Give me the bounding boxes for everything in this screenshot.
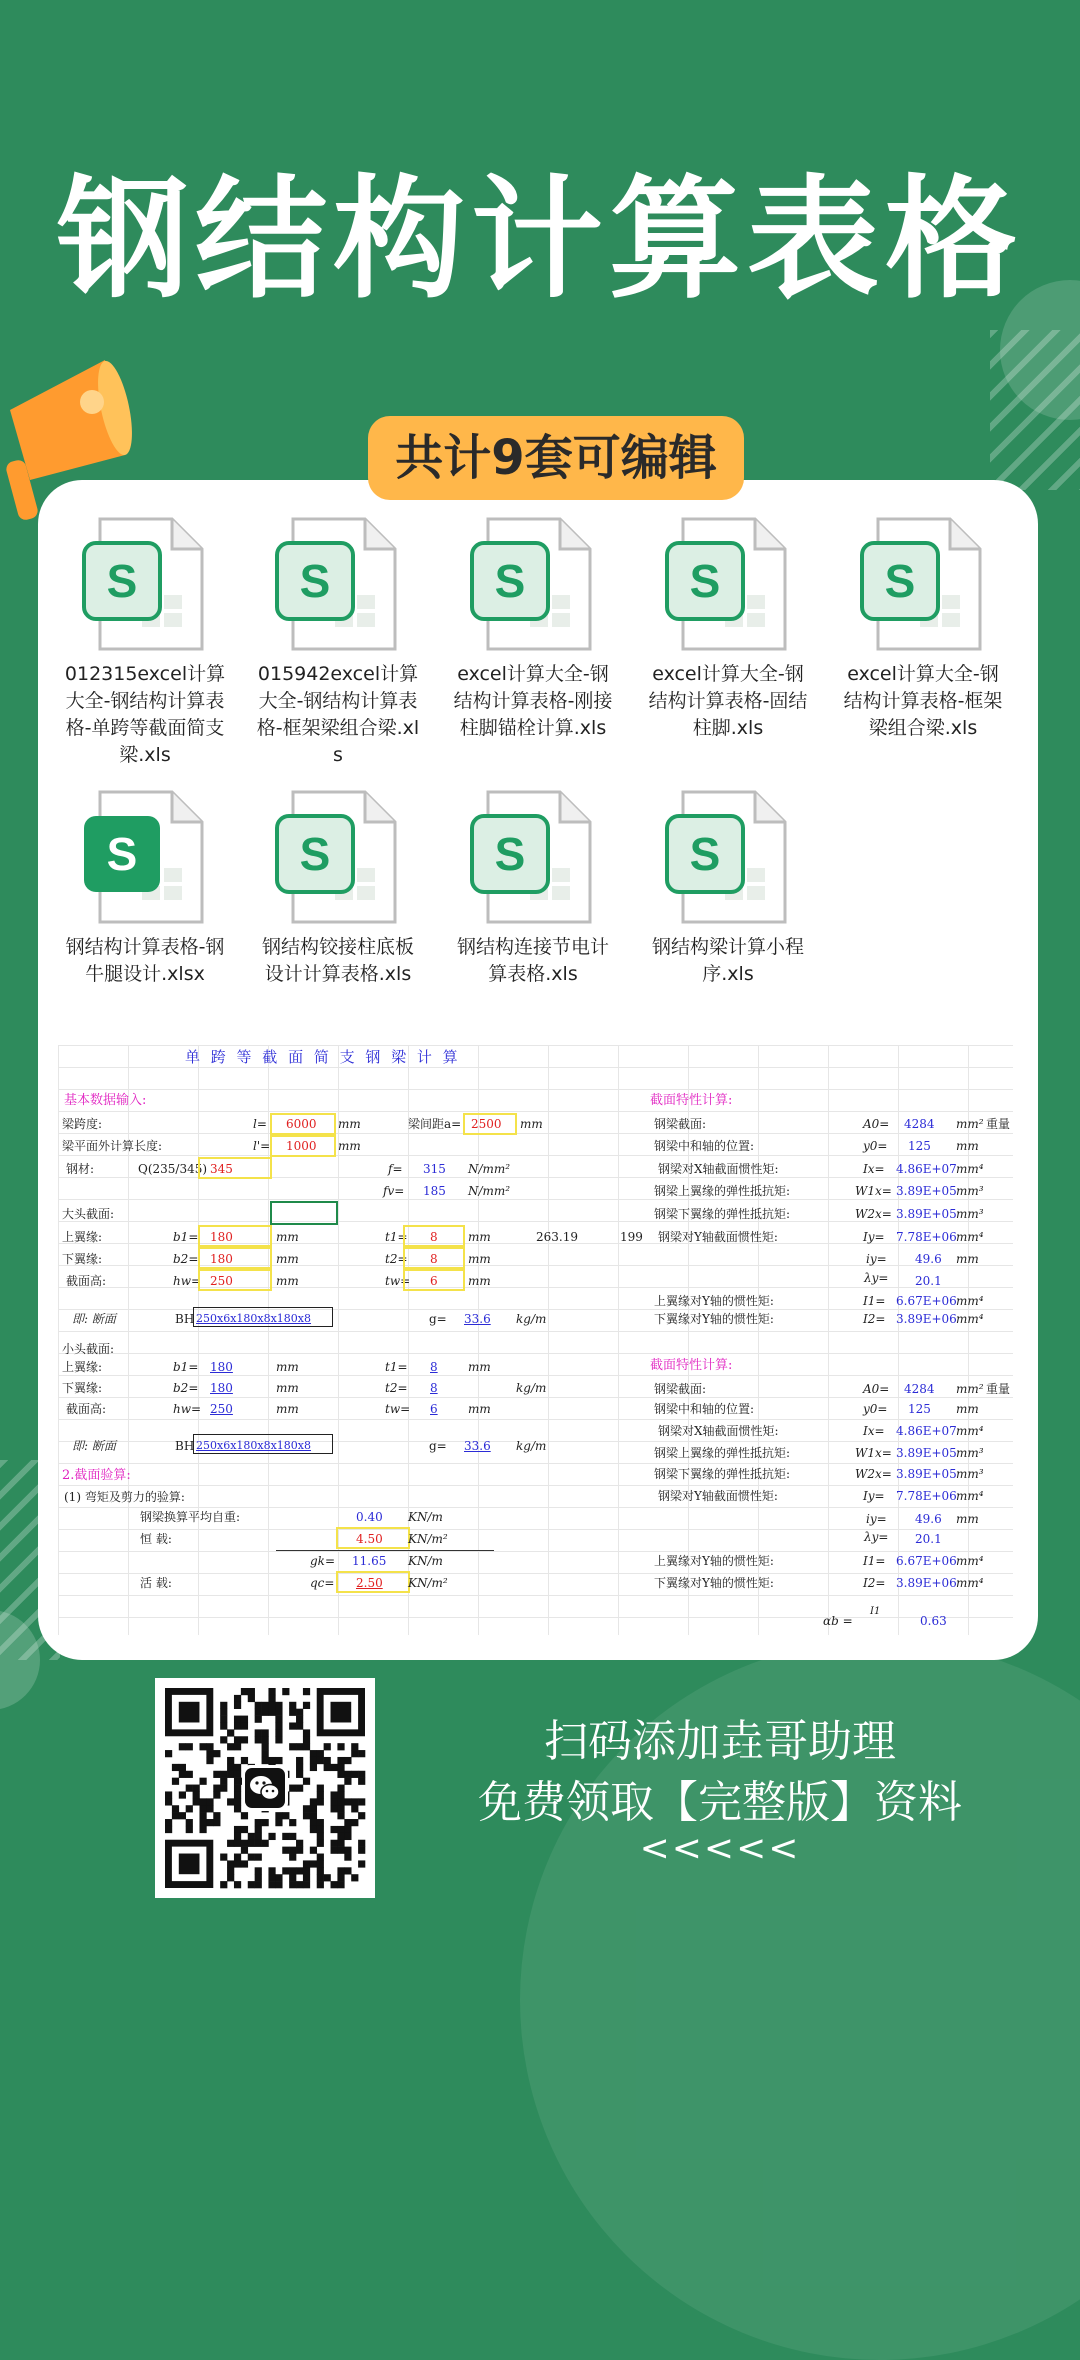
load-unit: KN/m (408, 1554, 443, 1568)
excel-file-icon (858, 515, 988, 655)
prop-val: 3.89E+05 (896, 1184, 957, 1198)
row-sym: hw= (173, 1274, 202, 1288)
excel-file-icon (80, 788, 210, 928)
svg-text:S: S (106, 828, 138, 880)
file-name: 钢结构铰接柱底板设计计算表格.xls (261, 936, 414, 985)
file-item[interactable] (253, 788, 423, 988)
g-unit: kg/m (516, 1439, 547, 1453)
row-val: 180 (210, 1360, 233, 1374)
mid-unit: mm (468, 1230, 491, 1244)
row-t: tw= (385, 1402, 411, 1416)
row-label: 下翼缘: (62, 1381, 103, 1395)
svg-text:S: S (689, 555, 721, 607)
bh-value: 250x6x180x8x180x8 (196, 1439, 312, 1452)
file-item[interactable] (643, 515, 813, 742)
alpha-val: 0.63 (920, 1614, 947, 1628)
row-unit: mm (276, 1381, 299, 1395)
row-label: 梁平面外计算长度: (62, 1139, 163, 1153)
prop-val: 6.67E+06 (896, 1294, 957, 1308)
row-label: 上翼缘: (62, 1230, 103, 1244)
svg-text:S: S (106, 555, 138, 607)
row-t: t2= (385, 1381, 408, 1395)
row-sym: b2= (173, 1381, 199, 1395)
g-value: 33.6 (464, 1312, 491, 1326)
prop-unit: mm⁴ (956, 1162, 984, 1176)
prop-val: 3.89E+05 (896, 1207, 957, 1221)
prop-sym: W2x= (855, 1207, 892, 1221)
prop-sym: I2= (863, 1312, 886, 1326)
prop-label: 钢梁中和轴的位置: (654, 1402, 755, 1416)
prop-sym: iy= (866, 1512, 887, 1526)
svg-text:S: S (299, 555, 331, 607)
row-sym: b2= (173, 1252, 199, 1266)
excel-file-icon (468, 788, 598, 928)
row-val: 250 (210, 1274, 233, 1288)
spreadsheet-preview (58, 1045, 1013, 1635)
mid-sym: t1= (385, 1230, 408, 1244)
excel-file-icon (80, 515, 210, 655)
prop-label: 钢梁对X轴截面惯性矩: (658, 1162, 779, 1176)
bh-value: 250x6x180x8x180x8 (196, 1312, 312, 1325)
row-tu: mm (468, 1402, 491, 1416)
bh-label: BH (175, 1439, 195, 1453)
load-val: 11.65 (352, 1554, 387, 1568)
mid-sym: tw= (385, 1274, 411, 1288)
svg-text:S: S (884, 555, 916, 607)
row-val: 180 (210, 1230, 233, 1244)
section-name-label: 即: 断面 (72, 1312, 116, 1326)
load-val: 4.50 (356, 1532, 383, 1546)
load-val: 0.40 (356, 1510, 383, 1524)
prop-val: 7.78E+06 (896, 1489, 957, 1503)
mid-sym: fv= (383, 1184, 405, 1198)
bh-label: BH (175, 1312, 195, 1326)
prop-label: 钢梁对X轴截面惯性矩: (658, 1424, 779, 1438)
row-sym: hw= (173, 1402, 202, 1416)
row-label: 截面高: (66, 1274, 107, 1288)
row-unit: mm (338, 1117, 361, 1131)
page-title: 钢结构计算表格 (57, 163, 1023, 317)
prop-sym: W1x= (855, 1446, 892, 1460)
mid-unit: mm (468, 1274, 491, 1288)
section-calc-label: 截面特性计算: (650, 1358, 733, 1373)
prop-unit: mm (956, 1252, 979, 1266)
prop-label: 钢梁上翼缘的弹性抵抗矩: (654, 1446, 791, 1460)
prop-val: 4284 (904, 1382, 935, 1396)
row-t: t1= (385, 1360, 408, 1374)
mid-val: 2500 (471, 1117, 502, 1131)
prop-sym: A0= (863, 1382, 890, 1396)
divider-line (276, 1550, 494, 1551)
mid-unit: mm (468, 1252, 491, 1266)
prop-val: 4.86E+07 (896, 1424, 957, 1438)
moment-check-label: (1) 弯矩及剪力的验算: (64, 1490, 185, 1504)
qr-code[interactable] (155, 1678, 375, 1898)
prop-val: 125 (908, 1402, 931, 1416)
row-sym: Q(235/345) (138, 1162, 208, 1176)
g-unit: kg/m (516, 1312, 547, 1326)
row-val: 6000 (286, 1117, 317, 1131)
row-label: 下翼缘: (62, 1252, 103, 1266)
svg-text:S: S (689, 828, 721, 880)
prop-unit: mm⁴ (956, 1294, 984, 1308)
row-tu: mm (468, 1360, 491, 1374)
section-name-label: 即: 断面 (72, 1439, 116, 1453)
basic-input-label: 基本数据输入: (64, 1093, 147, 1108)
row-unit: mm (276, 1360, 299, 1374)
row-label: 截面高: (66, 1402, 107, 1416)
section-check-label: 2.截面验算: (62, 1468, 131, 1483)
prop-sym: Iy= (863, 1489, 885, 1503)
load-sym: qc= (310, 1576, 335, 1590)
prop-sym: λy= (864, 1271, 889, 1285)
prop-val: 49.6 (915, 1512, 942, 1526)
file-item[interactable] (60, 515, 230, 769)
svg-text:S: S (494, 828, 526, 880)
row-unit: mm (276, 1252, 299, 1266)
prop-sym: I1= (863, 1294, 886, 1308)
prop-val: 125 (908, 1139, 931, 1153)
prop-unit: mm³ (956, 1446, 984, 1460)
prop-sym: Ix= (863, 1162, 885, 1176)
prop-unit: mm⁴ (956, 1489, 984, 1503)
excel-file-icon (273, 515, 403, 655)
prop-label: 下翼缘对Y轴的惯性矩: (654, 1576, 774, 1590)
prop-val: 3.89E+06 (896, 1312, 957, 1326)
prop-extra: 重量 (986, 1117, 1011, 1131)
cta-line-2: 免费领取【完整版】资料 (478, 1777, 962, 1828)
prop-sym: λy= (864, 1530, 889, 1544)
prop-unit: mm⁴ (956, 1230, 984, 1244)
prop-sym: iy= (866, 1252, 887, 1266)
selected-cell[interactable] (270, 1201, 338, 1225)
row-val: 180 (210, 1252, 233, 1266)
prop-val: 49.6 (915, 1252, 942, 1266)
prop-label: 钢梁下翼缘的弹性抵抗矩: (654, 1207, 791, 1221)
prop-label: 钢梁中和轴的位置: (654, 1139, 755, 1153)
mid-unit: N/mm² (468, 1162, 511, 1176)
mid-val: 6 (430, 1274, 438, 1288)
mid-unit: mm (520, 1117, 543, 1131)
load-label: 活 载: (140, 1576, 172, 1590)
row-label: 梁跨度: (62, 1117, 103, 1131)
file-item[interactable] (838, 515, 1008, 742)
prop-unit: mm⁴ (956, 1312, 984, 1326)
cta-line-1: 扫码添加垚哥助理 (544, 1716, 896, 1767)
prop-label: 钢梁上翼缘的弹性抵抗矩: (654, 1184, 791, 1198)
alpha-sym: αb = (823, 1614, 853, 1628)
prop-label: 下翼缘对Y轴的惯性矩: (654, 1312, 774, 1326)
cta-arrows: <<<<< (639, 1828, 801, 1869)
prop-label: 上翼缘对Y轴的惯性矩: (654, 1554, 774, 1568)
prop-sym: I2= (863, 1576, 886, 1590)
prop-sym: y0= (863, 1139, 888, 1153)
prop-unit: mm³ (956, 1184, 984, 1198)
prop-unit: mm³ (956, 1207, 984, 1221)
prop-val: 20.1 (915, 1274, 942, 1288)
row-unit: mm (276, 1274, 299, 1288)
prop-unit: mm² (956, 1117, 984, 1131)
file-name: excel计算大全-钢结构计算表格-框架梁组合梁.xls (843, 663, 1003, 739)
prop-val: 3.89E+05 (896, 1446, 957, 1460)
mid-sym: 梁间距a= (408, 1117, 462, 1131)
g-value: 33.6 (464, 1439, 491, 1453)
file-item[interactable] (643, 788, 813, 988)
load-unit: KN/m² (408, 1576, 448, 1590)
prop-val: 4.86E+07 (896, 1162, 957, 1176)
row-tv: 8 (430, 1381, 438, 1395)
alpha-frac: I1 (870, 1606, 881, 1617)
prop-val: 3.89E+05 (896, 1467, 957, 1481)
file-item[interactable] (448, 515, 618, 742)
mid-sym: f= (388, 1162, 403, 1176)
row-unit: mm (276, 1230, 299, 1244)
prop-label: 钢梁下翼缘的弹性抵抗矩: (654, 1467, 791, 1481)
bg-stripes-right (990, 330, 1080, 490)
count-badge: 共计9套可编辑 (368, 416, 744, 500)
prop-val: 3.89E+06 (896, 1576, 957, 1590)
svg-text:S: S (299, 828, 331, 880)
prop-sym: Iy= (863, 1230, 885, 1244)
prop-label: 钢梁截面: (654, 1117, 707, 1131)
file-item[interactable] (448, 788, 618, 988)
mid-val: 8 (430, 1230, 438, 1244)
g-label: g= (429, 1439, 447, 1453)
excel-file-icon (663, 788, 793, 928)
prop-val: 6.67E+06 (896, 1554, 957, 1568)
row-val: 180 (210, 1381, 233, 1395)
excel-file-icon (663, 515, 793, 655)
extra-value: 199 (620, 1230, 643, 1244)
load-unit: KN/m (408, 1510, 443, 1524)
prop-extra: 重量 (986, 1382, 1011, 1396)
load-label: 钢梁换算平均自重: (140, 1510, 241, 1524)
prop-unit: mm⁴ (956, 1424, 984, 1438)
prop-sym: W1x= (855, 1184, 892, 1198)
prop-unit: mm (956, 1139, 979, 1153)
prop-val: 20.1 (915, 1532, 942, 1546)
row-val: 250 (210, 1402, 233, 1416)
row-tu: kg/m (516, 1381, 547, 1395)
prop-label: 钢梁对Y轴截面惯性矩: (658, 1489, 778, 1503)
load-label: 恒 载: (140, 1532, 172, 1546)
load-val: 2.50 (356, 1576, 383, 1590)
sheet-heading: 单 跨 等 截 面 简 支 钢 梁 计 算 (185, 1048, 461, 1066)
row-label: 钢材: (66, 1162, 95, 1176)
extra-value: 263.19 (536, 1230, 578, 1244)
row-unit: mm (276, 1402, 299, 1416)
row-sym: b1= (173, 1360, 199, 1374)
row-tv: 8 (430, 1360, 438, 1374)
section-calc-label: 截面特性计算: (650, 1093, 733, 1108)
row-unit: mm (338, 1139, 361, 1153)
row-sym: b1= (173, 1230, 199, 1244)
excel-file-icon (273, 788, 403, 928)
small-head-label: 小头截面: (62, 1342, 115, 1356)
prop-unit: mm² (956, 1382, 984, 1396)
prop-label: 钢梁截面: (654, 1382, 707, 1396)
row-tv: 6 (430, 1402, 438, 1416)
prop-val: 7.78E+06 (896, 1230, 957, 1244)
prop-sym: Ix= (863, 1424, 885, 1438)
prop-label: 钢梁对Y轴截面惯性矩: (658, 1230, 778, 1244)
file-name: 钢结构计算表格-钢牛腿设计.xlsx (65, 936, 225, 985)
row-val: 345 (210, 1162, 233, 1176)
load-sym: gk= (310, 1554, 336, 1568)
prop-unit: mm³ (956, 1467, 984, 1481)
file-name: excel计算大全-钢结构计算表格-刚接柱脚锚栓计算.xls (453, 663, 613, 739)
g-label: g= (429, 1312, 447, 1326)
prop-sym: A0= (863, 1117, 890, 1131)
prop-unit: mm⁴ (956, 1554, 984, 1568)
row-sym: l= (253, 1117, 267, 1131)
prop-sym: W2x= (855, 1467, 892, 1481)
wechat-icon (242, 1765, 288, 1811)
excel-file-icon (468, 515, 598, 655)
load-unit: KN/m² (408, 1532, 448, 1546)
mid-sym: t2= (385, 1252, 408, 1266)
row-val: 1000 (286, 1139, 317, 1153)
file-name: 015942excel计算大全-钢结构计算表格-框架梁组合梁.xls (256, 663, 420, 766)
prop-sym: y0= (863, 1402, 888, 1416)
file-item[interactable] (253, 515, 423, 769)
file-item[interactable] (60, 788, 230, 988)
prop-sym: I1= (863, 1554, 886, 1568)
prop-unit: mm⁴ (956, 1576, 984, 1590)
mid-val: 315 (423, 1162, 446, 1176)
file-name: excel计算大全-钢结构计算表格-固结柱脚.xls (648, 663, 808, 739)
prop-label: 上翼缘对Y轴的惯性矩: (654, 1294, 774, 1308)
prop-val: 4284 (904, 1117, 935, 1131)
file-name: 钢结构连接节电计算表格.xls (456, 936, 609, 985)
mid-unit: N/mm² (468, 1184, 511, 1198)
prop-unit: mm (956, 1512, 979, 1526)
row-label: 大头截面: (62, 1207, 115, 1221)
row-label: 上翼缘: (62, 1360, 103, 1374)
mid-val: 185 (423, 1184, 446, 1198)
mid-val: 8 (430, 1252, 438, 1266)
row-sym: l'= (253, 1139, 271, 1153)
file-name: 012315excel计算大全-钢结构计算表格-单跨等截面简支梁.xls (64, 663, 226, 766)
svg-text:S: S (494, 555, 526, 607)
file-name: 钢结构梁计算小程序.xls (651, 936, 804, 985)
prop-unit: mm (956, 1402, 979, 1416)
